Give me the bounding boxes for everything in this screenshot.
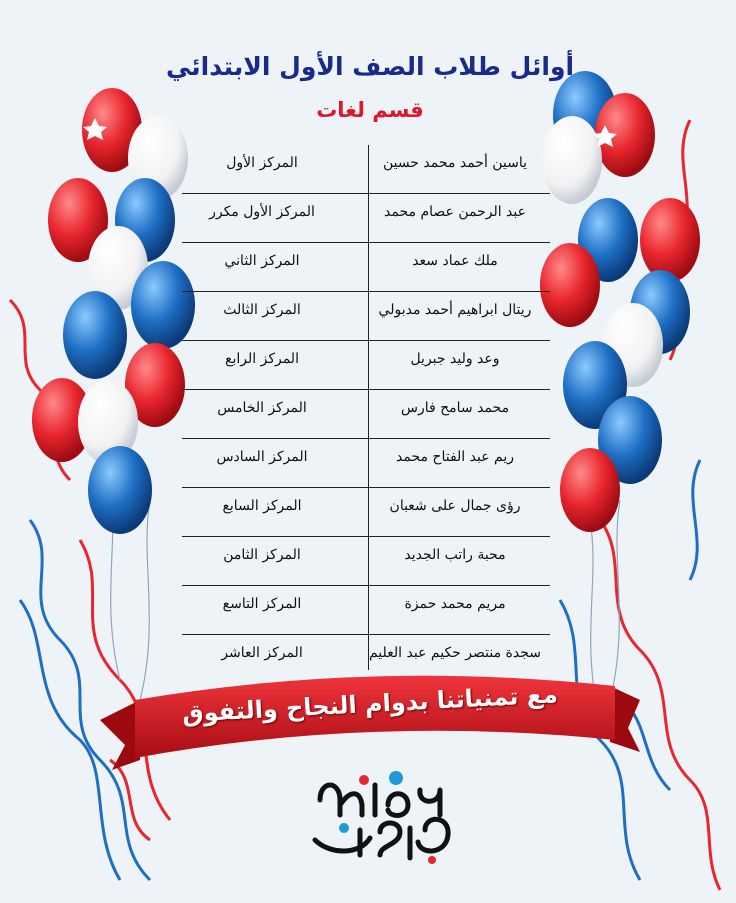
table-row: [182, 635, 550, 684]
student-name: عبد الرحمن عصام محمد: [384, 204, 526, 220]
student-rank: المركز العاشر: [221, 645, 303, 661]
page-title: أوائل طلاب الصف الأول الابتدائي: [165, 52, 575, 81]
student-name: رؤى جمال على شعبان: [389, 498, 521, 514]
table-row: [182, 145, 550, 194]
student-rank: المركز السابع: [222, 498, 302, 514]
student-rank: المركز الأول: [226, 155, 298, 171]
student-name: ريتال ابراهيم أحمد مدبولي: [378, 302, 532, 318]
table-row: [182, 439, 550, 488]
table-row: [182, 390, 550, 439]
honor-roll-table: [182, 145, 550, 670]
student-rank: المركز الثامن: [223, 547, 301, 563]
table-row: [182, 488, 550, 537]
student-name: محمد سامح فارس: [400, 400, 510, 416]
student-rank: المركز السادس: [216, 449, 308, 465]
student-rank: المركز الثالث: [223, 302, 301, 318]
mabrouk-logo: [300, 760, 460, 870]
student-name: ياسين أحمد محمد حسين: [382, 155, 528, 171]
student-rank: المركز الثاني: [224, 253, 300, 269]
student-rank: المركز الخامس: [217, 400, 307, 416]
table-row: [182, 292, 550, 341]
student-name: سجدة منتصر حكيم عبد العليم: [368, 645, 541, 661]
table-row: [182, 537, 550, 586]
student-rank: المركز التاسع: [222, 596, 302, 612]
table-row: [182, 586, 550, 635]
student-rank: المركز الرابع: [225, 351, 299, 367]
student-name: وعد وليد جبريل: [410, 351, 500, 367]
wishes-banner-text: مع تمنياتنا بدوام النجاح والتفوق: [181, 680, 559, 728]
student-name: محبة راتب الجديد: [404, 547, 506, 563]
table-row: [182, 243, 550, 292]
student-rank: المركز الأول مكرر: [209, 204, 315, 220]
student-name: مريم محمد حمزة: [404, 596, 506, 612]
department-subtitle: قسم لغات: [316, 98, 424, 122]
table-row: [182, 194, 550, 243]
student-name: ملك عماد سعد: [412, 253, 498, 269]
student-name: ريم عبد الفتاح محمد: [396, 449, 514, 465]
table-row: [182, 341, 550, 390]
